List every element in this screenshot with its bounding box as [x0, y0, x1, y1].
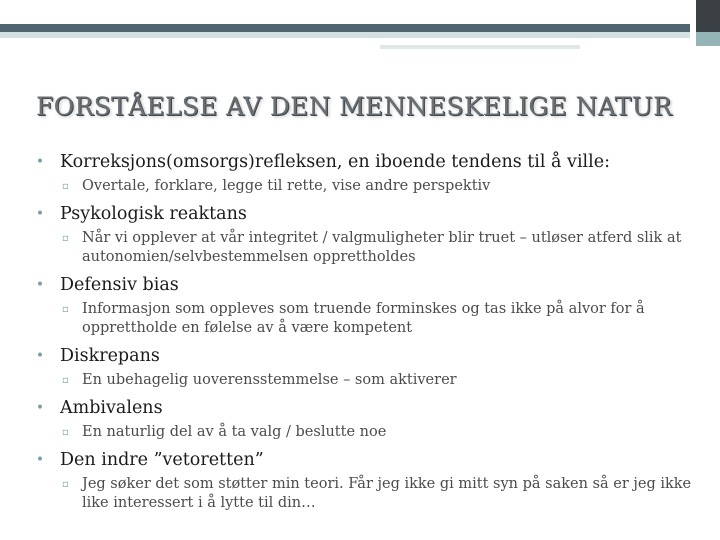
square-bullet-icon: ▫	[62, 304, 69, 315]
bullet-dot-icon: •	[35, 400, 45, 416]
bullet-dot-icon: •	[35, 348, 45, 364]
sub-bullet-text: Jeg søker det som støtter min teori. Får jeg ikke gi mitt syn på saken så er jeg ikke like interessert i å lytte til din…	[82, 476, 692, 511]
corner-block-accent	[696, 32, 720, 46]
bullet-text: Den indre ”vetoretten”	[60, 450, 264, 470]
bullet-dot-icon: •	[35, 154, 45, 170]
top-accent-bar	[0, 32, 690, 38]
bullet-item	[30, 150, 702, 196]
square-bullet-icon: ▫	[62, 375, 69, 386]
sub-bullet-text: Informasjon som oppleves som truende forminskes og tas ikke på alvor for å opprettholde en følelse av å være kompetent	[82, 301, 645, 336]
bullet-dot-icon: •	[35, 206, 45, 222]
bullet-text: Ambivalens	[60, 398, 163, 418]
corner-block-dark	[696, 0, 720, 32]
bullet-item	[30, 448, 702, 513]
slide-title: FORSTÅELSE AV DEN MENNESKELIGE NATUR	[36, 92, 673, 121]
square-bullet-icon: ▫	[62, 427, 69, 438]
square-bullet-icon: ▫	[62, 181, 69, 192]
bullet-text: Psykologisk reaktans	[60, 204, 247, 224]
bullet-item	[30, 344, 702, 390]
bullet-dot-icon: •	[35, 452, 45, 468]
sub-bullet-text: En ubehagelig uoverensstemmelse – som aktiverer	[82, 372, 457, 388]
bullet-item	[30, 396, 702, 442]
sub-bullet-text: Når vi opplever at vår integritet / valgmuligheter blir truet – utløser atferd slik at autonomien/selvbestemmelsen opprettholdes	[82, 230, 682, 265]
sub-bullet-text: En naturlig del av å ta valg / beslutte noe	[82, 424, 387, 440]
bullet-list	[30, 150, 702, 513]
bullet-dot-icon: •	[35, 277, 45, 293]
square-bullet-icon: ▫	[62, 479, 69, 490]
bullet-item	[30, 202, 702, 267]
sub-bullet-text: Overtale, forklare, legge til rette, vise andre perspektiv	[82, 178, 491, 194]
thin-accent-line	[380, 45, 580, 49]
bullet-text: Diskrepans	[60, 346, 160, 366]
top-decorative-bar	[0, 24, 690, 32]
bullet-item	[30, 273, 702, 338]
bullet-text: Korreksjons(omsorgs)refleksen, en iboende tendens til å ville:	[60, 152, 610, 172]
bullet-text: Defensiv bias	[60, 275, 179, 295]
square-bullet-icon: ▫	[62, 233, 69, 244]
